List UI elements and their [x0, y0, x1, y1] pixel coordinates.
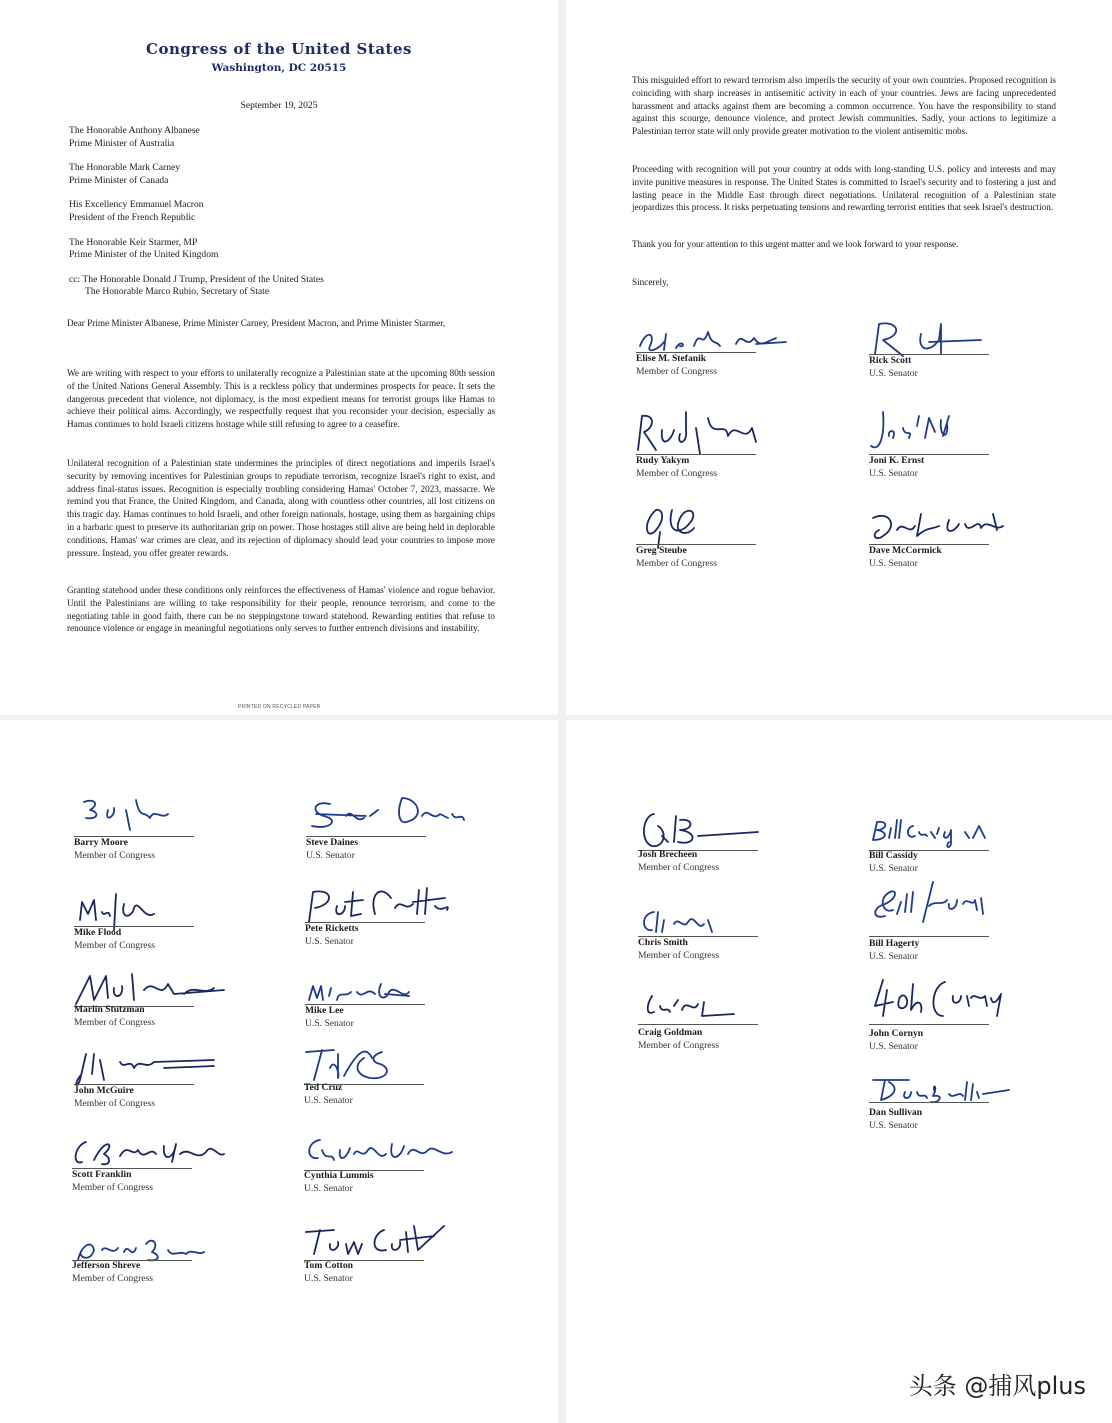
- addressee-role: Prime Minister of Canada: [69, 174, 169, 186]
- signer-name: Tom Cotton: [304, 1260, 353, 1271]
- addressee-role: President of the French Republic: [69, 211, 196, 223]
- signer-name: Chris Smith: [638, 937, 688, 948]
- signer-title: Member of Congress: [636, 468, 717, 479]
- signature: [869, 976, 1029, 1022]
- page-footer: PRINTED ON RECYCLED PAPER: [238, 704, 321, 710]
- cc-line: The Honorable Marco Rubio, Secretary of State: [85, 286, 270, 298]
- letterhead-address: Washington, DC 20515: [211, 62, 347, 74]
- addressee-name: The Honorable Mark Carney: [69, 162, 181, 174]
- signer-title: U.S. Senator: [305, 936, 354, 947]
- signer-title: Member of Congress: [74, 1017, 155, 1028]
- addressee-name: The Honorable Anthony Albanese: [69, 125, 200, 136]
- body-paragraph: This misguided effort to reward terrorism also imperils the security of your own countries. Proposed recognition is coinciding with sharp increases in antisemitic activity in each of your countries. Jews are facing unprecedented harassment and attacks against them are becoming a common occurrence. You have the responsibility to stand against this scourge, denounce violence, and protect Jewish communities. Sadly, your actions to legitimize a Palestinian terror state will only provide greater motivation to the violent antisemitic mobs.: [632, 75, 1056, 137]
- signature-page-3: [0, 720, 558, 1423]
- signer-title: Member of Congress: [74, 940, 155, 951]
- signer-title: Member of Congress: [636, 366, 717, 377]
- signer-name: Elise M. Stefanik: [636, 353, 707, 364]
- signer-title: Member of Congress: [638, 862, 719, 873]
- letter-page-2: [566, 0, 1112, 715]
- salutation: Dear Prime Minister Albanese, Prime Minister Carney, President Macron, and Prime Minister Starmer,: [67, 318, 446, 328]
- body-paragraph: We are writing with respect to your efforts to unilaterally recognize a Palestinian state at the upcoming 80th session of the United Nations General Assembly. This is a reckless policy that undermines prospects for peace. It sets the dangerous precedent that violence, not diplomacy, is the most expedient means for terrorist groups like Hamas to achieve their political aims. Accordingly, we respectfully request that you reconsider your decision, especially as Hamas continues to hold Israeli citizens hostage while still refusing to agree to a ceasefire.: [67, 368, 495, 430]
- body-paragraph: Unilateral recognition of a Palestinian state undermines the principles of direct negotiations and imperils Israel's security by removing incentives for Palestinian groups to repudiate terrorism, recognize Israel's right to exist, and address final-status issues. Recognition is especially troubling considering Hamas' October 7, 2023, massacre. We remind you that France, the United Kingdom, and Canada, along with countless other countries, all lost citizens on this tragic day. Hamas continues to hold Israeli, and other foreign nationals, hostage, using them as bargaining chips in a barbaric quest to preserve its authoritarian grip on power. Those hostages still alive are being held in deplorable conditions. Hamas' war crimes are clear, and its rejection of diplomacy should lead your countries to impose more pressure. Instead, you offer greater rewards.: [67, 458, 495, 558]
- signer-title: Member of Congress: [72, 1182, 153, 1193]
- signer-name: Bill Cassidy: [869, 850, 918, 861]
- signer-name: Bill Hagerty: [869, 938, 920, 949]
- signer-title: Member of Congress: [74, 850, 155, 861]
- signature: [636, 410, 796, 456]
- signature: [74, 790, 234, 836]
- addressee: [69, 199, 489, 224]
- signature: [638, 986, 798, 1032]
- cc-line: cc: The Honorable Donald J Trump, President of the United States: [69, 273, 324, 285]
- signer-name: Ted Cruz: [304, 1082, 343, 1093]
- addressee-name: His Excellency Emmanuel Macron: [69, 199, 204, 211]
- signer-title: U.S. Senator: [869, 468, 918, 479]
- body-paragraph: Proceeding with recognition will put your country at odds with long-standing U.S. policy and interests and may invite punitive measures in response. The United States is committed to Israel's security and to fostering a just and lasting peace in the Middle East through direct negotiations. Unilateral recognition of a Palestinian state jeopardizes this process. It risks perpetuating tensions and rewarding terrorist entities that seek Israel's destruction.: [632, 164, 1056, 213]
- signature: [306, 794, 466, 840]
- signature: [869, 408, 1029, 454]
- signer-title: Member of Congress: [74, 1098, 155, 1109]
- signer-title: U.S. Senator: [869, 951, 918, 962]
- signer-title: U.S. Senator: [869, 368, 918, 379]
- body-paragraph: Thank you for your attention to this urgent matter and we look forward to your response.: [632, 239, 959, 249]
- letterhead-title: Congress of the United States: [146, 40, 412, 58]
- addressee: [69, 125, 489, 150]
- signer-title: U.S. Senator: [869, 1120, 918, 1131]
- signer-title: U.S. Senator: [869, 558, 918, 569]
- signer-name: Rudy Yakym: [636, 455, 690, 466]
- addressee-role: Prime Minister of Australia: [69, 137, 175, 149]
- signer-name: Mike Lee: [305, 1005, 344, 1016]
- signer-title: U.S. Senator: [306, 850, 355, 861]
- addressee: [69, 237, 489, 262]
- addressee-name: The Honorable Keir Starmer, MP: [69, 236, 198, 248]
- signer-title: Member of Congress: [638, 1040, 719, 1051]
- signer-title: U.S. Senator: [305, 1018, 354, 1029]
- signer-name: Jefferson Shreve: [72, 1260, 141, 1271]
- signer-name: Pete Ricketts: [305, 923, 359, 934]
- letter-date: September 19, 2025: [240, 100, 318, 111]
- signer-name: Craig Goldman: [638, 1027, 703, 1038]
- signer-name: Steve Daines: [306, 837, 358, 848]
- watermark: 头条 @捕风plus: [908, 1372, 1086, 1400]
- signer-title: U.S. Senator: [304, 1183, 353, 1194]
- signature: [636, 502, 796, 548]
- signer-title: Member of Congress: [636, 558, 717, 569]
- signature: [869, 880, 1029, 926]
- signer-name: Barry Moore: [74, 837, 128, 848]
- signer-title: Member of Congress: [72, 1273, 153, 1284]
- closing: Sincerely,: [632, 277, 669, 287]
- signer-name: Mike Flood: [74, 927, 122, 938]
- addressee: [69, 162, 489, 187]
- signer-name: John McGuire: [74, 1085, 134, 1096]
- signer-title: U.S. Senator: [304, 1273, 353, 1284]
- addressee-list: [69, 125, 489, 299]
- signer-name: Scott Franklin: [72, 1169, 132, 1180]
- signer-title: U.S. Senator: [304, 1095, 353, 1106]
- signer-name: Dan Sullivan: [869, 1107, 923, 1118]
- signer-title: U.S. Senator: [869, 1041, 918, 1052]
- signer-title: Member of Congress: [638, 950, 719, 961]
- signer-title: U.S. Senator: [869, 863, 918, 874]
- signer-name: Marlin Stutzman: [74, 1004, 145, 1015]
- signer-name: John Cornyn: [869, 1028, 924, 1039]
- signer-name: Rick Scott: [869, 355, 912, 366]
- signature-page-4: [566, 720, 1112, 1423]
- body-paragraph: Granting statehood under these conditions only reinforces the effectiveness of Hamas' violence and rogue behavior. Until the Palestinians are willing to take responsibility for their people, renounce terrorism, and come to the negotiating table in good faith, there can be no steppingstone toward statehood. Rewarding entities that refuse to renounce violence or engage in meaningful negotiations only serves to further entrench divisions and instability.: [67, 585, 495, 634]
- signer-name: Dave McCormick: [869, 545, 942, 556]
- addressee-role: Prime Minister of the United Kingdom: [69, 249, 219, 261]
- letter-page-1: [0, 0, 558, 715]
- signer-name: Joni K. Ernst: [869, 455, 925, 466]
- signer-name: Greg Steube: [636, 545, 687, 556]
- cc-block: [69, 274, 489, 299]
- signer-name: Cynthia Lummis: [304, 1170, 374, 1181]
- signer-name: Josh Brecheen: [638, 849, 698, 860]
